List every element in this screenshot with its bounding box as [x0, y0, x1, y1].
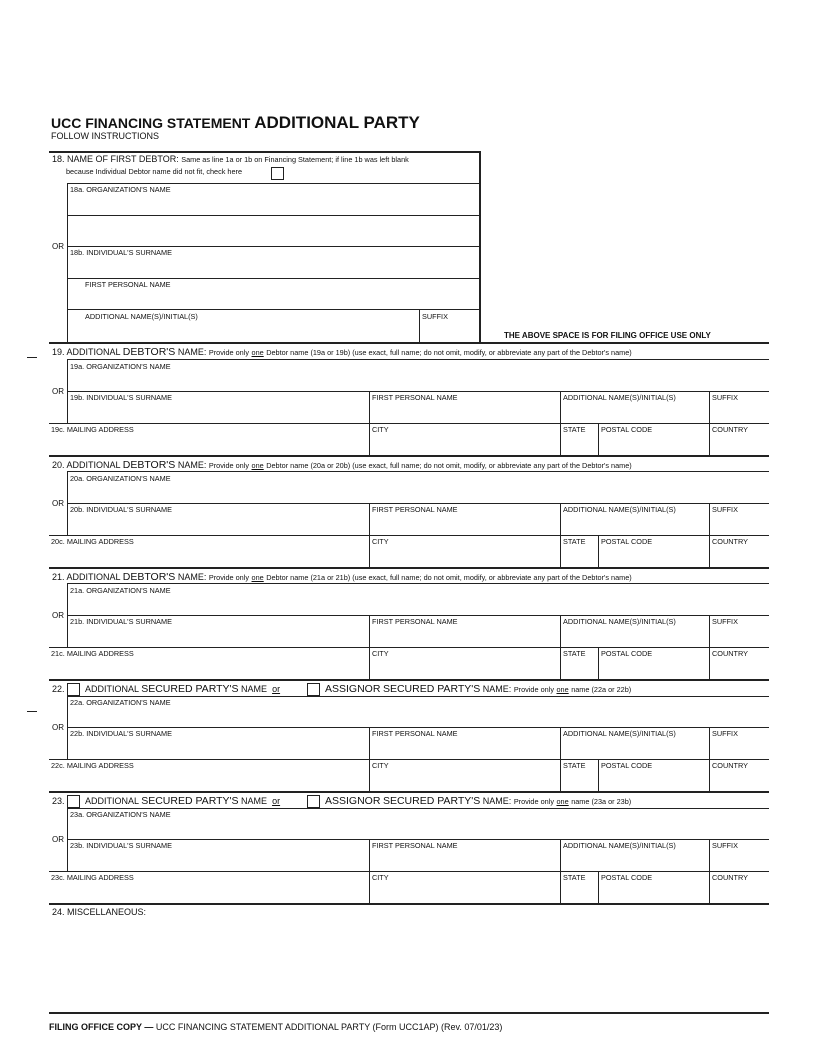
field-22c-label: 22c. MAILING ADDRESS: [51, 761, 134, 770]
field-18a-label: 18a. ORGANIZATION'S NAME: [70, 185, 171, 194]
field-21-suffix-label: SUFFIX: [712, 617, 738, 626]
field-21-city-label: CITY: [372, 649, 389, 658]
form-title: [51, 113, 420, 133]
field-23a-label: 23a. ORGANIZATION'S NAME: [70, 810, 171, 819]
section-22-assignor-checkbox[interactable]: [307, 683, 320, 696]
field-20b-label: 20b. INDIVIDUAL'S SURNAME: [70, 505, 172, 514]
field-20-postal-label: POSTAL CODE: [601, 537, 653, 546]
field-23-country-label: COUNTRY: [712, 873, 748, 882]
field-19-state-label: STATE: [563, 425, 586, 434]
field-19a-label: 19a. ORGANIZATION'S NAME: [70, 362, 171, 371]
field-22-first-label: FIRST PERSONAL NAME: [372, 729, 458, 738]
field-18-suffix-label: SUFFIX: [422, 312, 448, 321]
section-22-additional-label: ADDITIONAL SECURED PARTY'S NAME or: [85, 683, 281, 695]
footer-text: UCC FINANCING STATEMENT ADDITIONAL PARTY (Form UCC1AP) (Rev. 07/01/23): [155, 1022, 503, 1032]
field-20-first-label: FIRST PERSONAL NAME: [372, 505, 458, 514]
field-23-first-label: FIRST PERSONAL NAME: [372, 841, 458, 850]
field-18-additional-label: ADDITIONAL NAME(S)/INITIAL(S): [85, 312, 198, 321]
field-18b-label: 18b. INDIVIDUAL'S SURNAME: [70, 248, 172, 257]
field-23-suffix-label: SUFFIX: [712, 841, 738, 850]
form-title-prefix: UCC FINANCING STATEMENT: [51, 115, 251, 131]
or-label-20: OR: [52, 499, 64, 508]
field-23-postal-label: POSTAL CODE: [601, 873, 653, 882]
field-20c-label: 20c. MAILING ADDRESS: [51, 537, 134, 546]
field-22-additional-label: ADDITIONAL NAME(S)/INITIAL(S): [563, 729, 676, 738]
field-19-postal-label: POSTAL CODE: [601, 425, 653, 434]
field-22a-label: 22a. ORGANIZATION'S NAME: [70, 698, 171, 707]
section-18-header: 18. NAME OF FIRST DEBTOR: Same as line 1a or 1b on Financing Statement; if line 1b was left blank: [52, 154, 409, 164]
section-23-assignor-checkbox[interactable]: [307, 795, 320, 808]
field-21b-label: 21b. INDIVIDUAL'S SURNAME: [70, 617, 172, 626]
field-21-additional-label: ADDITIONAL NAME(S)/INITIAL(S): [563, 617, 676, 626]
field-19-city-label: CITY: [372, 425, 389, 434]
field-19-first-label: FIRST PERSONAL NAME: [372, 393, 458, 402]
section-18-note-2: because Individual Debtor name did not fit, check here: [66, 167, 243, 176]
field-19-additional-label: ADDITIONAL NAME(S)/INITIAL(S): [563, 393, 676, 402]
field-21c-label: 21c. MAILING ADDRESS: [51, 649, 134, 658]
field-20-additional-label: ADDITIONAL NAME(S)/INITIAL(S): [563, 505, 676, 514]
section-23-num: 23.: [52, 796, 65, 806]
field-20-state-label: STATE: [563, 537, 586, 546]
field-19b-label: 19b. INDIVIDUAL'S SURNAME: [70, 393, 172, 402]
field-19c-label: 19c. MAILING ADDRESS: [51, 425, 134, 434]
field-23b-label: 23b. INDIVIDUAL'S SURNAME: [70, 841, 172, 850]
section-22-num: 22.: [52, 684, 65, 694]
field-20-city-label: CITY: [372, 537, 389, 546]
field-20-country-label: COUNTRY: [712, 537, 748, 546]
field-21-first-label: FIRST PERSONAL NAME: [372, 617, 458, 626]
section-21-header: 21. ADDITIONAL DEBTOR'S NAME: Provide only one Debtor name (21a or 21b) (use exact, full name; do not omit, modify, or abbreviate any part of the Debtor's name): [52, 571, 632, 583]
field-21-country-label: COUNTRY: [712, 649, 748, 658]
field-23-additional-label: ADDITIONAL NAME(S)/INITIAL(S): [563, 841, 676, 850]
field-19-country-label: COUNTRY: [712, 425, 748, 434]
or-label-18: OR: [52, 242, 64, 251]
section-19-header: 19. ADDITIONAL DEBTOR'S NAME: Provide only one Debtor name (19a or 19b) (use exact, full name; do not omit, modify, or abbreviate any part of the Debtor's name): [52, 346, 632, 358]
field-22-state-label: STATE: [563, 761, 586, 770]
field-22-country-label: COUNTRY: [712, 761, 748, 770]
field-20a-label: 20a. ORGANIZATION'S NAME: [70, 474, 171, 483]
footer-bold: FILING OFFICE COPY —: [49, 1022, 154, 1032]
field-22b-label: 22b. INDIVIDUAL'S SURNAME: [70, 729, 172, 738]
footer: [49, 1022, 502, 1032]
section-23-additional-label: ADDITIONAL SECURED PARTY'S NAME or: [85, 795, 281, 807]
section-23-additional-checkbox[interactable]: [67, 795, 80, 808]
or-label-23: OR: [52, 835, 64, 844]
field-21-postal-label: POSTAL CODE: [601, 649, 653, 658]
field-23-city-label: CITY: [372, 873, 389, 882]
section-22-assignor-label: ASSIGNOR SECURED PARTY'S NAME: Provide only one name (22a or 22b): [325, 683, 632, 695]
field-22-postal-label: POSTAL CODE: [601, 761, 653, 770]
field-18-first-label: FIRST PERSONAL NAME: [85, 280, 171, 289]
office-use-label: THE ABOVE SPACE IS FOR FILING OFFICE USE ONLY: [504, 331, 711, 340]
field-19-suffix-label: SUFFIX: [712, 393, 738, 402]
form-title-main: ADDITIONAL PARTY: [254, 113, 420, 132]
field-22-suffix-label: SUFFIX: [712, 729, 738, 738]
field-22-city-label: CITY: [372, 761, 389, 770]
section-22-additional-checkbox[interactable]: [67, 683, 80, 696]
or-label-21: OR: [52, 611, 64, 620]
section-23-assignor-label: ASSIGNOR SECURED PARTY'S NAME: Provide only one name (23a or 23b): [325, 795, 632, 807]
or-label-22: OR: [52, 723, 64, 732]
section-20-header: 20. ADDITIONAL DEBTOR'S NAME: Provide only one Debtor name (20a or 20b) (use exact, full name; do not omit, modify, or abbreviate any part of the Debtor's name): [52, 459, 632, 471]
field-21a-label: 21a. ORGANIZATION'S NAME: [70, 586, 171, 595]
section-18-checkbox[interactable]: [271, 167, 284, 180]
field-21-state-label: STATE: [563, 649, 586, 658]
field-23-state-label: STATE: [563, 873, 586, 882]
section-24-label: 24. MISCELLANEOUS:: [52, 907, 147, 917]
follow-instructions: FOLLOW INSTRUCTIONS: [51, 131, 160, 141]
field-20-suffix-label: SUFFIX: [712, 505, 738, 514]
or-label-19: OR: [52, 387, 64, 396]
field-23c-label: 23c. MAILING ADDRESS: [51, 873, 134, 882]
section-18-note-1: Same as line 1a or 1b on Financing Statement; if line 1b was left blank: [181, 155, 409, 164]
